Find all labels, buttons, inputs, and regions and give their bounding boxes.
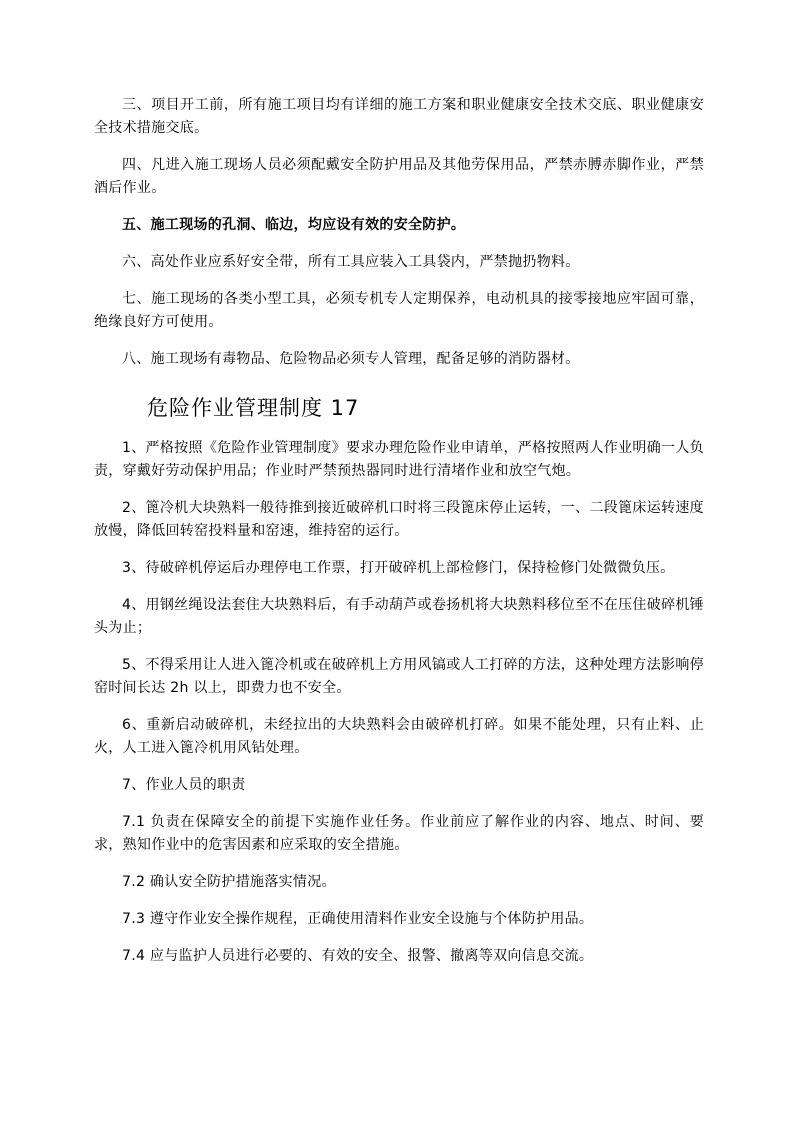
procedure-step-5: 5、不得采用让人进入篦冷机或在破碎机上方用风镐或人工打碎的方法，这种处理方法影响停窑时间长达 2h 以上，即费力也不安全。 (94, 657, 704, 696)
duty-item-7-1: 7.1 负责在保障安全的前提下实施作业任务。作业前应了解作业的内容、地点、时间、要求，熟知作业中的危害因素和应采取的安全措施。 (94, 814, 704, 853)
rule-item-7: 七、施工现场的各类小型工具，必须专机专人定期保养，电动机具的接零接地应牢固可靠，绝缘良好方可使用。 (94, 291, 704, 330)
procedure-step-6: 6、重新启动破碎机，未经拉出的大块熟料会由破碎机打碎。如果不能处理，只有止料、止火，人工进入篦冷机用风钻处理。 (94, 717, 704, 756)
procedure-step-1: 1、严格按照《危险作业管理制度》要求办理危险作业申请单，严格按照两人作业明确一人负责，穿戴好劳动保护用品；作业时严禁预热器同时进行清堵作业和放空气炮。 (94, 440, 704, 479)
rule-item-5: 五、施工现场的孔洞、临边，均应设有效的安全防护。 (122, 217, 466, 233)
rule-item-6: 六、高处作业应系好安全带，所有工具应装入工具袋内，严禁抛扔物料。 (122, 254, 580, 270)
document-page (94, 94, 704, 968)
procedure-step-7: 7、作业人员的职责 (122, 777, 246, 793)
rule-item-4: 四、凡进入施工现场人员必须配戴安全防护用品及其他劳保用品，严禁赤膊赤脚作业，严禁酒后作业。 (94, 157, 704, 196)
duty-item-7-2: 7.2 确认安全防护措施落实情况。 (122, 874, 336, 890)
procedure-step-4: 4、用钢丝绳设法套住大块熟料后，有手动葫芦或卷扬机将大块熟料移位至不在压住破碎机锤头为止； (94, 597, 704, 636)
section-heading: 危险作业管理制度 17 (147, 396, 360, 420)
procedure-step-3: 3、待破碎机停运后办理停电工作票，打开破碎机上部检修门，保持检修门处微微负压。 (122, 560, 675, 576)
rule-item-3: 三、项目开工前，所有施工项目均有详细的施工方案和职业健康安全技术交底、职业健康安全技术措施交底。 (94, 97, 704, 136)
procedure-step-2: 2、篦冷机大块熟料一般待推到接近破碎机口时将三段篦床停止运转，一、二段篦床运转速度放慢，降低回转窑投料量和窑速，维持窑的运行。 (94, 500, 704, 539)
rule-item-8: 八、施工现场有毒物品、危险物品必须专人管理，配备足够的消防器材。 (122, 351, 580, 367)
duty-item-7-3: 7.3 遵守作业安全操作规程，正确使用清料作业安全设施与个体防护用品。 (122, 911, 594, 927)
duty-item-7-4: 7.4 应与监护人员进行必要的、有效的安全、报警、撤离等双向信息交流。 (122, 948, 594, 964)
